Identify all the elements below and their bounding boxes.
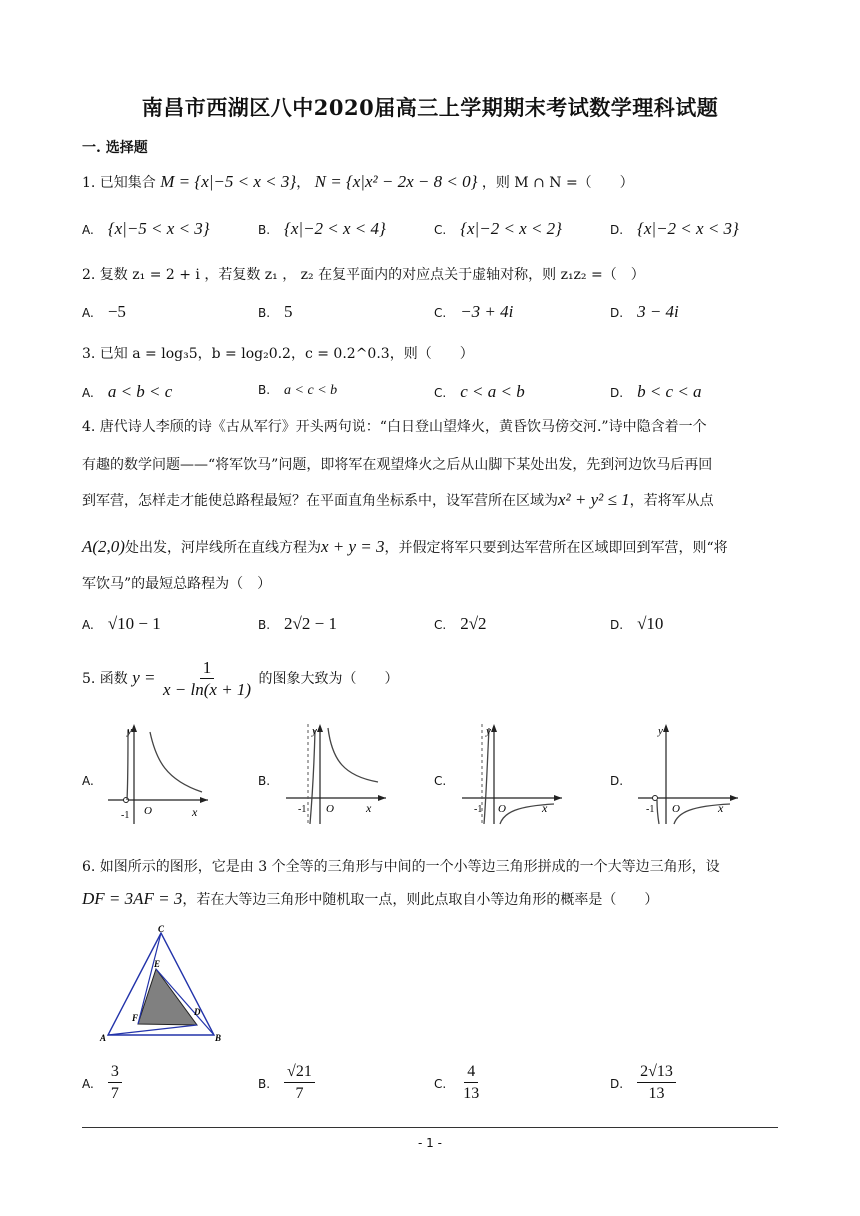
question-4-line-4: A(2,0)处出发，河岸线所在直线方程为x + y = 3，并假定将军只要到达军营所在区域即回到军营，则“将 — [82, 537, 728, 556]
q1-option-a[interactable]: A. {x|−5 < x < 3} — [82, 219, 210, 238]
svg-text:O: O — [498, 803, 506, 815]
svg-text:y: y — [127, 725, 132, 737]
q4-option-c[interactable]: C. 2√2 — [434, 614, 487, 633]
section-heading: 一. 选择题 — [82, 140, 148, 156]
q2-option-c[interactable]: C. −3 + 4i — [434, 302, 514, 321]
svg-text:x: x — [542, 801, 548, 815]
question-2-stem: 2. 复数 z₁ = 2 + i ，若复数 z₁ ， z₂ 在复平面内的对应点关于虚轴对称，则 z₁z₂ =（ ） — [82, 267, 645, 283]
svg-text:A: A — [100, 1033, 107, 1043]
q5-option-c[interactable]: C. — [434, 774, 447, 788]
svg-text:D: D — [194, 1007, 201, 1017]
question-5-stem: 5. 函数 y = $\frac{1}{x - \ln(x + 1)}$ 的图象大致为（ ） — [82, 657, 399, 699]
svg-text:-1: -1 — [121, 810, 130, 821]
question-4-line-3: 到军营，怎样走才能使总路程最短？在平面直角坐标系中，设军营所在区域为x² + y² ≤ 1，若将军从点 — [82, 490, 714, 509]
q3-option-b[interactable]: B. a < c < b — [258, 383, 338, 398]
svg-text:B: B — [215, 1033, 222, 1043]
q6-triangle-figure — [96, 924, 232, 1044]
q5-option-a[interactable]: A. — [82, 774, 94, 788]
q3-option-c[interactable]: C. c < a < b — [434, 382, 525, 401]
page-title: 南昌市西湖区八中2020届高三上学期期末考试数学理科试题 — [141, 95, 719, 120]
q1-prefix: 1. 已知集合 — [82, 175, 156, 191]
q1-option-c[interactable]: C. {x|−2 < x < 2} — [434, 219, 562, 238]
svg-text:F: F — [132, 1013, 139, 1023]
q1-option-b[interactable]: B. {x|−2 < x < 4} — [258, 219, 386, 238]
question-3-stem: 3. 已知 a = log₃5，b = log₂0.2，c = 0.2^0.3，则（ ） — [82, 346, 474, 362]
svg-text:y: y — [486, 725, 491, 737]
svg-text:y: y — [658, 725, 663, 737]
q4-region-formula: x² + y² ≤ 1 — [558, 490, 630, 509]
q5-graph-b — [282, 720, 394, 830]
q1-set-m: M = {x|−5 < x < 3} — [160, 172, 297, 191]
svg-text:C: C — [158, 924, 165, 934]
question-1-stem: 1. 已知集合 M = {x|−5 < x < 3}， N = {x|x² − 2x − 8 < 0} ，则 M ∩ N =（ ） — [82, 172, 634, 191]
q6-option-b[interactable]: B. $\frac{√21}{7}$ — [258, 1062, 315, 1105]
question-4-line-2: 有趣的数学问题——“将军饮马”问题，即将军在观望烽火之后从山脚下某处出发，先到河边饮马后再回 — [82, 457, 713, 473]
q6-option-a[interactable]: A. $\frac{3}{7}$ — [82, 1062, 122, 1105]
q3-option-a[interactable]: A. a < b < c — [82, 382, 173, 401]
svg-text:x: x — [366, 801, 372, 815]
q4-option-b[interactable]: B. 2√2 − 1 — [258, 614, 337, 633]
q2-option-a[interactable]: A. −5 — [82, 302, 126, 321]
svg-text:x: x — [192, 805, 198, 819]
q5-graph-d — [634, 720, 746, 830]
svg-text:y: y — [312, 725, 317, 737]
svg-text:O: O — [672, 803, 680, 815]
page-number: - 1 - — [418, 1136, 442, 1150]
svg-text:-1: -1 — [646, 804, 655, 815]
q1-set-n: N = {x|x² − 2x − 8 < 0} — [314, 172, 478, 191]
question-4-line-1: 4. 唐代诗人李颀的诗《古从军行》开头两句说：“白日登山望烽火，黄昏饮马傍交河.”诗中隐含着一个 — [82, 419, 707, 435]
q4-option-a[interactable]: A. √10 − 1 — [82, 614, 161, 633]
q3-option-d[interactable]: D. b < c < a — [610, 382, 702, 401]
q6-option-d[interactable]: D. $\frac{2√13}{13}$ — [610, 1062, 676, 1105]
q5-graph-c — [458, 720, 570, 830]
q1-ask: ，则 M ∩ N =（ ） — [481, 175, 634, 191]
q5-fraction: $\frac{1}{x - \ln(x + 1)}$ — [163, 657, 252, 699]
q2-option-b[interactable]: B. 5 — [258, 302, 293, 321]
footer-divider — [82, 1127, 778, 1128]
q5-func-y: y = — [132, 668, 156, 687]
svg-text:-1: -1 — [474, 804, 483, 815]
q5-graph-a — [104, 720, 216, 830]
svg-text:x: x — [718, 801, 724, 815]
question-4-line-5: 军饮马”的最短总路程为（ ） — [82, 576, 272, 592]
question-6-line-2: DF = 3AF = 3，若在大等边三角形中随机取一点，则此点取自小等边角形的概率是（ ） — [82, 889, 659, 908]
q2-option-d[interactable]: D. 3 − 4i — [610, 302, 679, 321]
svg-text:O: O — [144, 805, 152, 817]
question-6-line-1: 6. 如图所示的图形，它是由 3 个全等的三角形与中间的一个小等边三角形拼成的一个大等边三角形，设 — [82, 859, 720, 875]
svg-text:O: O — [326, 803, 334, 815]
svg-text:-1: -1 — [298, 804, 307, 815]
q4-point-a: A(2,0) — [82, 537, 125, 556]
q5-option-d[interactable]: D. — [610, 774, 624, 788]
q6-option-c[interactable]: C. $\frac{4}{13}$ — [434, 1063, 480, 1102]
q6-condition: DF = 3AF = 3 — [82, 889, 183, 908]
q4-option-d[interactable]: D. √10 — [610, 614, 664, 633]
svg-text:E: E — [154, 959, 161, 969]
q5-option-b[interactable]: B. — [258, 774, 271, 788]
q4-line-formula: x + y = 3 — [320, 537, 385, 556]
q1-option-d[interactable]: D. {x|−2 < x < 3} — [610, 219, 739, 238]
